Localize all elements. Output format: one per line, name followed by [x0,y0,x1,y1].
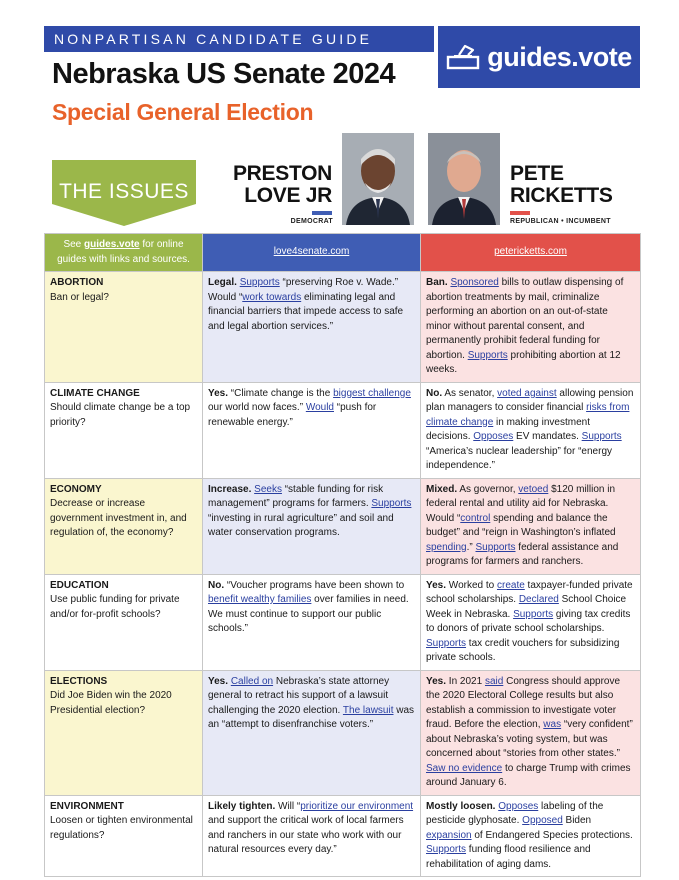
position-text: As senator, [442,387,498,399]
position-text: taxpayer-funded private school scholarships. [426,579,633,605]
table-row [45,382,641,478]
left-candidate-first: PRESTON [232,162,332,185]
left-candidate-photo [342,133,412,223]
position-text: spending and balance the budget” and “reign in Washington’s inflated [426,512,616,538]
table-row [45,478,641,574]
position-text: “Voucher programs have been shown to [224,579,405,591]
position-summary: Increase. [208,483,252,495]
issue-name: EDUCATION [50,579,109,591]
position-summary: Mixed. [426,483,458,495]
position-text: “America’s nuclear leadership” for “energy independence.” [426,445,613,471]
source-link[interactable]: Supports [426,637,467,649]
issues-table [44,233,641,877]
issue-name: ELECTIONS [50,675,108,687]
right-candidate-first: PETE [510,162,564,185]
republican-accent [510,211,530,215]
right-candidate-name [510,163,660,207]
left-candidate-party: DEMOCRAT [290,218,333,225]
issue-cell [45,795,203,877]
issue-cell [45,272,203,383]
position-text: over families in need. We must continue to support our public schools.” [208,594,409,634]
right-candidate-last: RICKETTS [510,184,613,207]
guides-link[interactable]: guides.vote [84,239,140,250]
position-text: “very confident” about Nebraska’s voting system, but was concerned about “stories from other states.” [426,719,633,759]
position-text: eliminating legal and financial barriers that impede access to safe and legal abortion services.” [208,291,404,332]
issue-question: Did Joe Biden win the 2020 Presidential election? [50,690,172,716]
guide-banner-text: NONPARTISAN CANDIDATE GUIDE [54,31,373,47]
issues-badge-label: THE ISSUES [59,180,189,203]
source-link[interactable]: Supports [371,498,412,509]
position-text: our world now faces.” [208,402,306,413]
source-link[interactable]: spending [426,541,467,553]
source-link[interactable]: control [460,512,491,524]
position-text: In 2021 [446,675,485,687]
position-text: federal assistance and programs for farmers and ranchers. [426,541,619,567]
position-text: and support the critical work of local farmers and ranchers in our state who work with our natural resources every day.” [208,815,404,855]
source-link[interactable]: create [496,579,525,591]
position-text: Worked to [446,579,497,591]
right-candidate-position [421,272,641,383]
page-subtitle: Special General Election [52,99,314,125]
source-link[interactable]: vetoed [518,483,549,495]
position-text: funding flood resilience and rehabilitation of aging dams. [426,844,591,870]
ballot-box-icon [446,44,480,70]
position-text: labeling of the pesticide glyphosate. [426,800,604,826]
source-link[interactable]: was [543,719,562,730]
page-title: Nebraska US Senate 2024 [52,58,396,90]
position-text: Will “ [275,800,301,812]
position-summary: Yes. [208,675,229,687]
source-link[interactable]: Supports [239,277,280,288]
position-text: bills to outlaw dispensing of abortion treatments by mail, criminalize performing an abortion on an out-of-state minor without parental consent, and permanently prohibit federal funding for abortion. [426,277,624,361]
brand-logo[interactable] [438,26,640,88]
position-text: Congress should approve the 2020 Electoral College results but also establish a commission to investigate voter fraud. Before the election, [426,675,621,730]
issue-name: ABORTION [50,277,104,288]
source-link[interactable]: said [484,675,504,687]
democrat-accent [312,211,332,215]
position-text: As governor, [457,483,519,495]
left-candidate-position [203,272,421,383]
position-summary: Yes. [426,579,447,591]
position-text: EV mandates. [513,431,582,442]
issue-cell [45,382,203,478]
right-candidate-position [421,670,641,795]
issue-cell [45,574,203,670]
issue-question: Use public funding for private and/or for-profit schools? [50,594,180,620]
left-candidate-position [203,795,421,877]
position-text: $120 million in federal rental and utility aid for Nebraska. Would “ [426,483,616,524]
position-summary: No. [208,579,225,591]
issues-badge [52,160,196,226]
guide-banner [44,26,434,52]
issue-question: Loosen or tighten environmental regulations? [50,815,193,841]
source-link[interactable]: Supports [581,431,622,442]
issue-question: Should climate change be a top priority? [50,402,191,428]
issue-name: ECONOMY [50,483,102,495]
right-candidate-position [421,478,641,574]
source-link[interactable]: expansion [426,829,472,841]
right-candidate-position [421,795,641,877]
source-link[interactable]: Saw no evidence [426,762,503,774]
position-summary: Mostly loosen. [426,800,496,812]
right-candidate-photo [428,133,498,223]
left-candidate-position [203,574,421,670]
left-candidate-last: LOVE JR [244,184,332,207]
position-text: “investing in rural agriculture” and soil and water conservation programs. [208,512,394,538]
position-text: “push for renewable energy.” [208,402,377,428]
source-link[interactable]: Seeks [254,483,282,495]
position-text: .” [466,541,476,553]
source-link[interactable]: Declared [518,594,559,605]
issue-name: CLIMATE CHANGE [50,387,140,399]
left-candidate-position [203,670,421,795]
source-link[interactable]: Opposes [473,431,514,442]
position-text: Biden [562,815,592,826]
position-text: prohibiting abortion at 12 weeks. [426,349,621,375]
position-text: of Endangered Species protections. [471,829,633,841]
source-link[interactable]: Called on [230,675,274,687]
position-text: Nebraska’s state attorney general to retract his support of a lawsuit challenging the 2020 election. [208,675,390,716]
position-summary: Yes. [426,675,447,687]
source-link[interactable]: Supports [467,349,508,361]
position-text: in making investment decisions. [426,416,590,442]
position-text: allowing pension plan managers to consider financial [426,387,634,413]
source-link[interactable]: Supports [513,608,554,620]
table-row [45,670,641,795]
position-text: giving tax credits to donors of private school scholarships. [426,608,631,634]
position-text: was an “attempt to disenfranchise voters.” [208,704,415,730]
table-row [45,574,641,670]
table-row [45,272,641,383]
source-link[interactable]: prioritize our environment [300,800,414,812]
left-candidate-position [203,382,421,478]
position-text: “preserving Roe v. Wade.” Would “ [208,277,399,303]
right-candidate-position [421,574,641,670]
source-link[interactable]: biggest challenge [333,387,411,399]
position-text: “Climate change is the [228,387,334,399]
issue-cell [45,478,203,574]
position-summary: Likely tighten. [208,800,276,812]
right-candidate-position [421,382,641,478]
issue-name: ENVIRONMENT [50,800,124,812]
source-link[interactable]: voted against [497,387,557,399]
brand-name: guides.vote [487,41,632,72]
source-link[interactable]: Sponsored [450,277,499,288]
source-link[interactable]: Opposes [498,800,539,812]
position-text: School Choice Week in Nebraska. [426,594,627,620]
table-row [45,795,641,877]
position-summary: Ban. [426,277,448,288]
source-link[interactable]: Supports [426,844,467,855]
source-link[interactable]: Supports [475,541,516,553]
position-text: tax credit vouchers for subsidizing private schools. [426,637,620,663]
position-summary: Yes. [208,387,229,399]
source-link[interactable]: Would [305,402,334,413]
source-link[interactable]: benefit wealthy families [208,594,312,605]
header-see-guides: See guides.vote for online guides with links and sources. [45,234,203,272]
source-link[interactable]: The lawsuit [342,704,394,716]
source-link[interactable]: work towards [242,291,302,303]
source-link[interactable]: risks from climate change [426,402,630,428]
source-link[interactable]: Opposed [522,815,563,826]
left-candidate-website[interactable]: love4senate.com [203,234,421,272]
position-summary: No. [426,387,443,399]
table-header-row [45,234,641,272]
issue-question: Decrease or increase government investment in, and regulation of, the economy? [50,498,187,538]
right-candidate-website[interactable]: petericketts.com [421,234,641,272]
position-text: “stable funding for risk management” programs for farmers. [208,483,384,509]
issue-question: Ban or legal? [50,291,109,303]
position-summary: Legal. [208,277,237,288]
position-text: to charge Trump with crimes around January 6. [426,762,631,788]
issue-cell [45,670,203,795]
left-candidate-name [232,163,332,207]
left-candidate-position [203,478,421,574]
right-candidate-party: REPUBLICAN • INCUMBENT [510,218,611,225]
